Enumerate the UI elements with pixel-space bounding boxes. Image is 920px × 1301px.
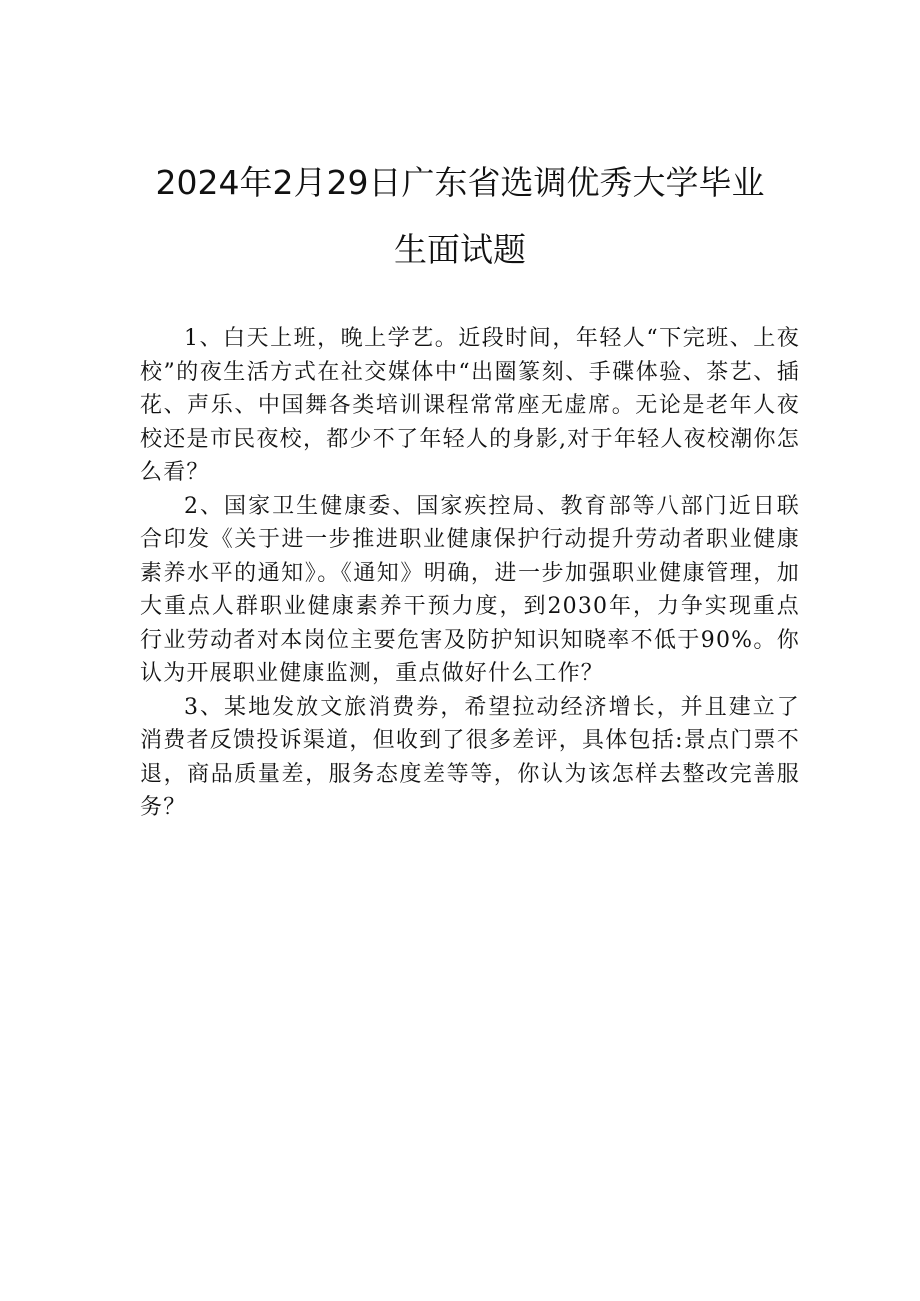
document-title-line-2: 生面试题 bbox=[394, 230, 526, 269]
document-body bbox=[140, 322, 800, 825]
question-paragraph-3: 3、某地发放文旅消费券，希望拉动经济增长，并且建立了消费者反馈投诉渠道，但收到了很多差评，具体包括:景点门票不退，商品质量差，服务态度差等等，你认为该怎样去整改完善服务？ bbox=[140, 694, 800, 820]
question-paragraph-2: 2、国家卫生健康委、国家疾控局、教育部等八部门近日联合印发《关于进一步推进职业健康保护行动提升劳动者职业健康素养水平的通知》。《通知》明确，进一步加强职业健康管理，加大重点人群职业健康素养干预力度，到2030年，力争实现重点行业劳动者对本岗位主要危害及防护知识知晓率不低于90%。你认为开展职业健康监测，重点做好什么工作？ bbox=[140, 493, 800, 686]
document-title-line-1: 2024年2月29日广东省选调优秀大学毕业 bbox=[155, 163, 765, 202]
question-paragraph-1: 1、白天上班，晚上学艺。近段时间，年轻人“下完班、上夜校”的夜生活方式在社交媒体中“出圈篆刻、手碟体验、茶艺、插花、声乐、中国舞各类培训课程常常座无虚席。无论是老年人夜校还是市民夜校，都少不了年轻人的身影,对于年轻人夜校潮你怎么看？ bbox=[140, 326, 800, 485]
